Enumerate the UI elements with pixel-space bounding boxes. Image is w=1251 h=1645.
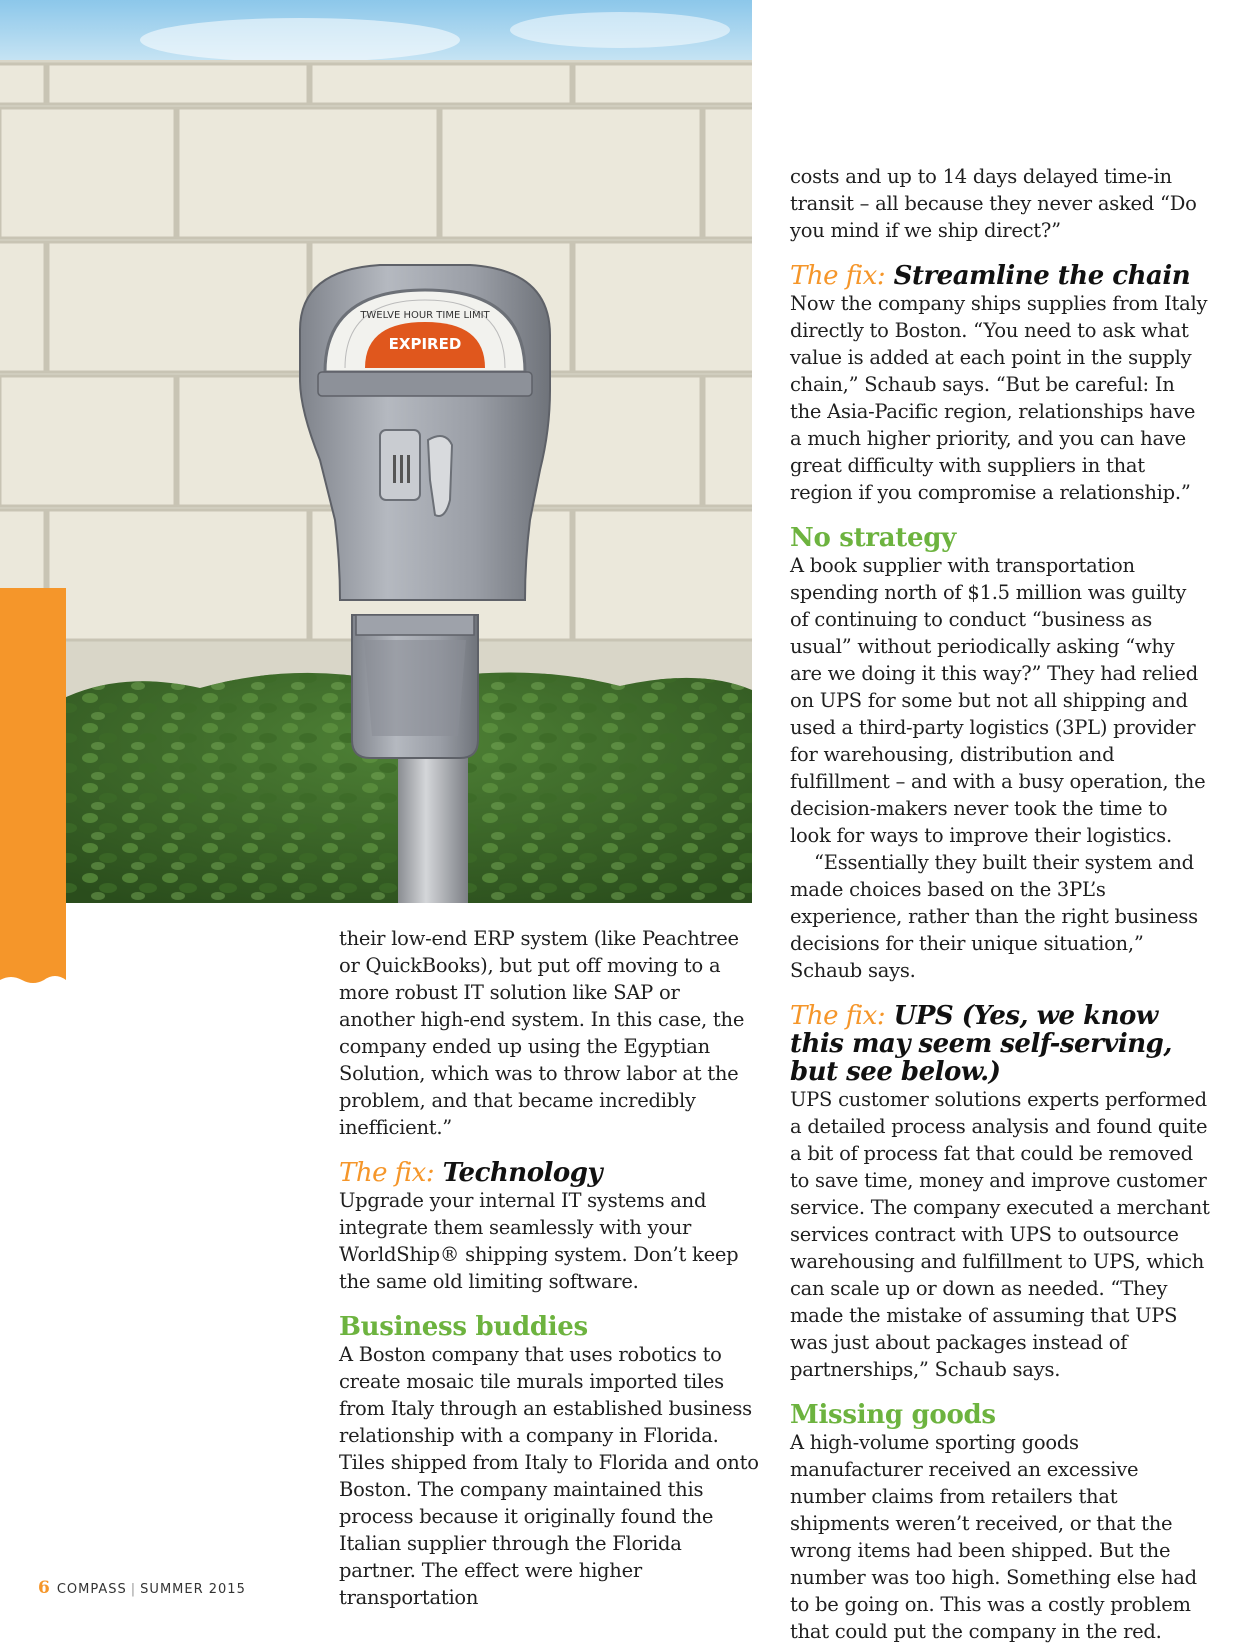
footer-separator: |: [130, 1582, 137, 1597]
heading-missing-goods: Missing goods: [790, 1400, 996, 1430]
meter-dial-text: TWELVE HOUR TIME LIMIT: [360, 310, 490, 321]
fix-title: Streamline the chain: [885, 261, 1191, 291]
fix-label: The fix:: [339, 1158, 435, 1188]
right-paragraph-2: Now the company ships supplies from Italy directly to Boston. “You need to ask what value is added at each point in the supply chain,” Schaub says. “But be careful: In the Asia-Pacific region, relationships have a much higher priority, and you can have great difficulty with suppliers in that region if you compromise a relationship.”: [790, 292, 1208, 504]
fix-title: Technology: [434, 1158, 603, 1188]
right-paragraph-3: A book supplier with transportation spending north of $1.5 million was guilty of continuing to conduct “business as usual” without periodically asking “why are we doing it this way?” They had relied on UPS for some but not all shipping and used a third-party logistics (3PL) provider for warehousing, distribution and fulfillment – and with a busy operation, the decision-makers never took the time to look for ways to improve their logistics.: [790, 554, 1206, 847]
fix-title: UPS (Yes, we know this may seem self-serving, but see below.): [790, 1001, 1172, 1087]
meter-expired-flag: EXPIRED: [388, 335, 462, 353]
right-paragraph-4: “Essentially they built their system and made choices based on the 3PL’s experience, rather than the right business decisions for their unique situation,” Schaub says.: [790, 851, 1198, 982]
heading-fix-streamline: [790, 262, 1210, 290]
fix-label: The fix:: [790, 261, 886, 291]
left-column: [339, 925, 759, 1611]
parking-meter-photo: [0, 0, 752, 903]
left-paragraph-2: Upgrade your internal IT systems and integrate them seamlessly with your WorldShip® shipping system. Don’t keep the same old limiting software.: [339, 1189, 739, 1293]
heading-fix-ups: [790, 1002, 1210, 1086]
heading-no-strategy: No strategy: [790, 523, 956, 553]
orange-side-tab: [0, 588, 66, 988]
page-number: 6: [38, 1578, 51, 1598]
heading-fix-technology: [339, 1159, 759, 1187]
magazine-name: COMPASS: [56, 1582, 127, 1597]
issue-name: SUMMER 2015: [140, 1582, 246, 1597]
left-paragraph-3: A Boston company that uses robotics to create mosaic tile murals imported tiles from Italy through an established business relationship with a company in Florida. Tiles shipped from Italy to Florida and onto Boston. The company maintained this process because it originally found the Italian supplier through the Florida partner. The effect were higher transportation: [339, 1343, 759, 1609]
page-footer: [38, 1578, 246, 1598]
heading-business-buddies: Business buddies: [339, 1312, 588, 1342]
right-paragraph-6: A high-volume sporting goods manufacturer received an excessive number claims from retailers that shipments weren’t received, or that the wrong items had been shipped. But the number was too high. Something else had to be going on. This was a costly problem that could put the company in the red.: [790, 1431, 1197, 1643]
right-column: [790, 163, 1210, 1645]
right-paragraph-5: UPS customer solutions experts performed a detailed process analysis and found quite a bit of process fat that could be removed to save time, money and improve customer service. The company executed a merchant services contract with UPS to outsource warehousing and fulfillment to UPS, which can scale up or down as needed. “They made the mistake of assuming that UPS was just about packages instead of partnerships,” Schaub says.: [790, 1088, 1210, 1381]
left-paragraph-1: their low-end ERP system (like Peachtree or QuickBooks), but put off moving to a more robust IT solution like SAP or another high-end system. In this case, the company ended up using the Egyptian Solution, which was to throw labor at the problem, and that became incredibly inefficient.”: [339, 927, 745, 1139]
fix-label: The fix:: [790, 1001, 886, 1031]
right-paragraph-1: costs and up to 14 days delayed time-in transit – all because they never asked “Do you mind if we ship direct?”: [790, 165, 1197, 242]
